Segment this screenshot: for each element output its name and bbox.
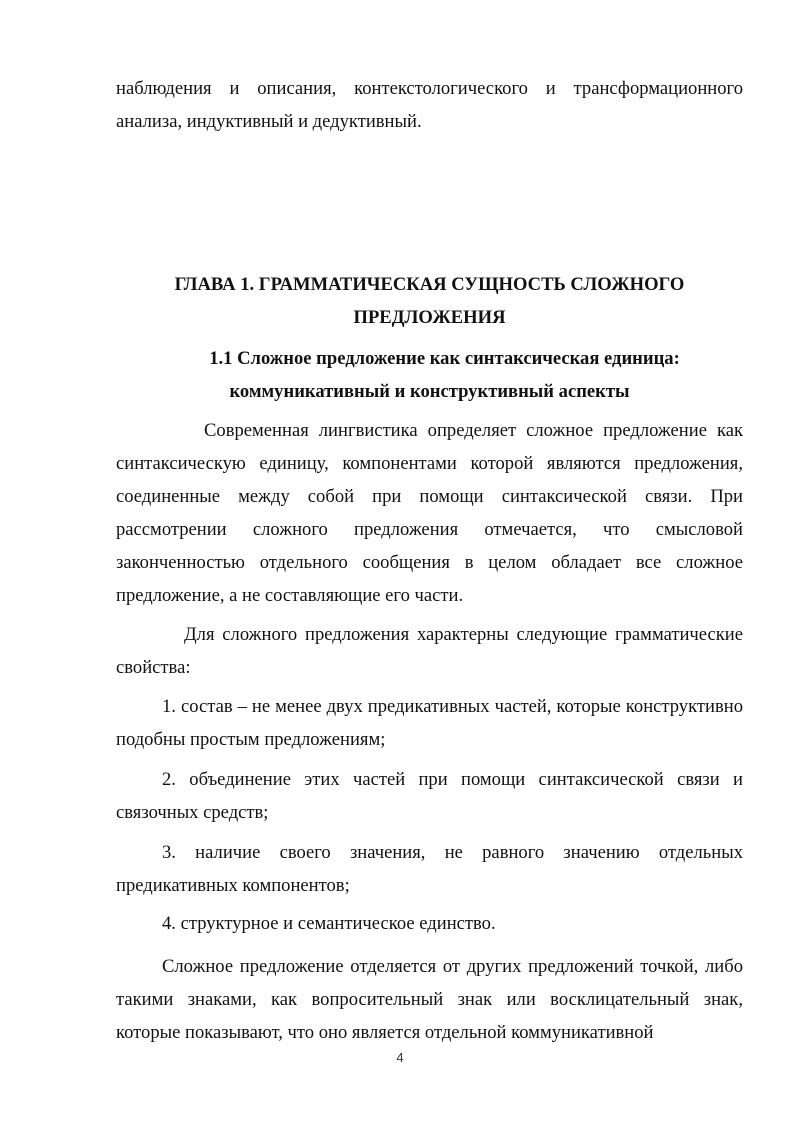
intro-paragraph: наблюдения и описания, контекстологического и трансформационного анализа, индуктивный и дедуктивный. [116,78,743,132]
final-paragraph: Сложное предложение отделяется от других предложений точкой, либо такими знаками, как вопросительный знак или восклицательный знак, которые показывают, что оно является отдельной коммуникативной [116,956,743,1043]
list-item-4: 4. структурное и семантическое единство. [162,913,496,934]
chapter-title [116,268,743,334]
list-item-3: 3. наличие своего значения, не равного значению отдельных предикативных компонентов; [116,842,743,896]
list-item-2: 2. объединение этих частей при помощи синтаксической связи и связочных средств; [116,769,743,823]
page-number: 4 [396,1050,404,1065]
body-paragraph-2: Для сложного предложения характерны следующие грамматические свойства: [116,624,743,678]
section-title-line-2: коммуникативный и конструктивный аспекты [229,381,630,402]
chapter-title-line-1: ГЛАВА 1. ГРАММАТИЧЕСКАЯ СУЩНОСТЬ СЛОЖНОГО [174,274,685,295]
list-item-1: 1. состав – не менее двух предикативных частей, которые конструктивно подобны простым предложениям; [116,696,743,750]
section-title-line-1: 1.1 Сложное предложение как синтаксическая единица: [209,348,680,369]
body-paragraph-1: Современная лингвистика определяет сложное предложение как синтаксическую единицу, компонентами которой являются предложения, соединенные между собой при помощи синтаксической связи. При рассмотрении сложного предложения отмечается, что смысловой законченностью отдельного сообщения в целом обладает все сложное предложение, а не составляющие его части. [116,420,743,606]
section-title [116,342,743,408]
chapter-title-line-2: ПРЕДЛОЖЕНИЯ [353,307,506,328]
